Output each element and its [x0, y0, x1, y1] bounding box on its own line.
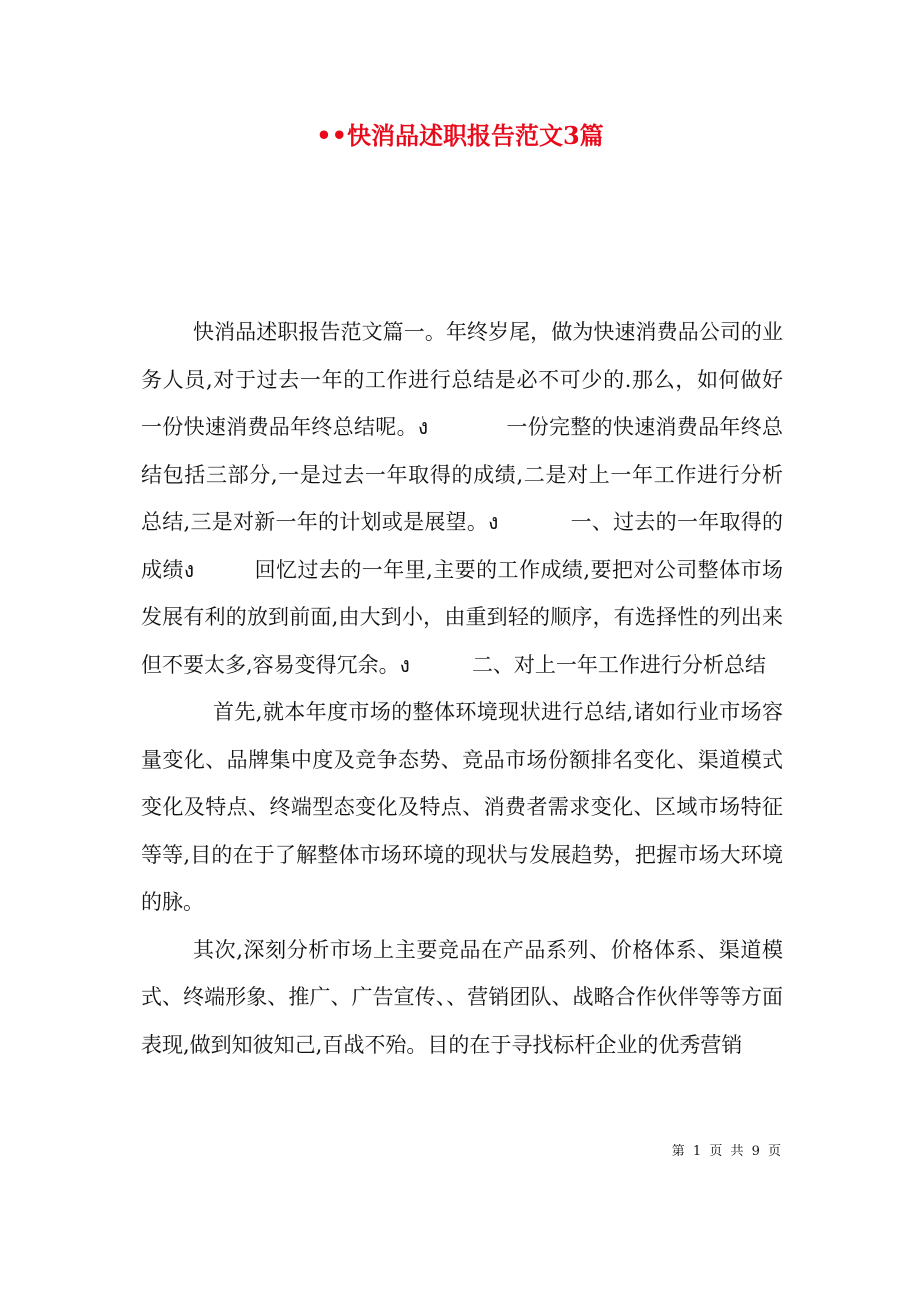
section-heading-achievements: 一、过去的一年取得的成绩ง	[141, 510, 783, 582]
paragraph-intro	[141, 309, 783, 689]
section-heading-analysis: 二、对上一年工作进行分析总结	[471, 652, 766, 677]
page-number-footer: 第 1 页 共 9 页	[671, 1144, 781, 1159]
paragraph-first-point: 首先,就本年度市场的整体环境现状进行总结,诸如行业市场容量变化、品牌集中度及竞争态势、竞品市场份额排名变化、渠道模式变化及特点、终端型态变化及特点、消费者需求变化、区域市场特征等等,目的在于了解整体市场环境的现状与发展趋势，把握市场大环境的脉。	[141, 700, 783, 914]
page-title: ••快消品述职报告范文3篇	[316, 121, 604, 150]
paragraph-intro-sentence-1: 快消品述职报告范文篇一。年终岁尾，做为快速消费品公司的业务人员,对于过去一年的工作进行总结是必不可少的.那么，如何做好一份快速消费品年终总结呢。ง	[141, 320, 783, 439]
paragraph-intro-sentence-2: 一份完整的快速消费品年终总结包括三部分,一是过去一年取得的成绩,二是对上一年工作进行分析总结,三是对新一年的计划或是展望。ง	[141, 415, 783, 534]
paragraph-intro-sentence-4: 回忆过去的一年里,主要的工作成绩,要把对公司整体市场发展有利的放到前面,由大到小，由重到轻的顺序，有选择性的列出来但不要太多,容易变得冗余。ง	[141, 557, 783, 677]
document-body	[141, 309, 783, 1069]
paragraph-second-point: 其次,深刻分析市场上主要竞品在产品系列、价格体系、渠道模式、终端形象、推广、广告宣传、、营销团队、战略合作伙伴等等方面表现,做到知彼知己,百战不殆。目的在于寻找标杆企业的优秀营销	[141, 937, 783, 1057]
